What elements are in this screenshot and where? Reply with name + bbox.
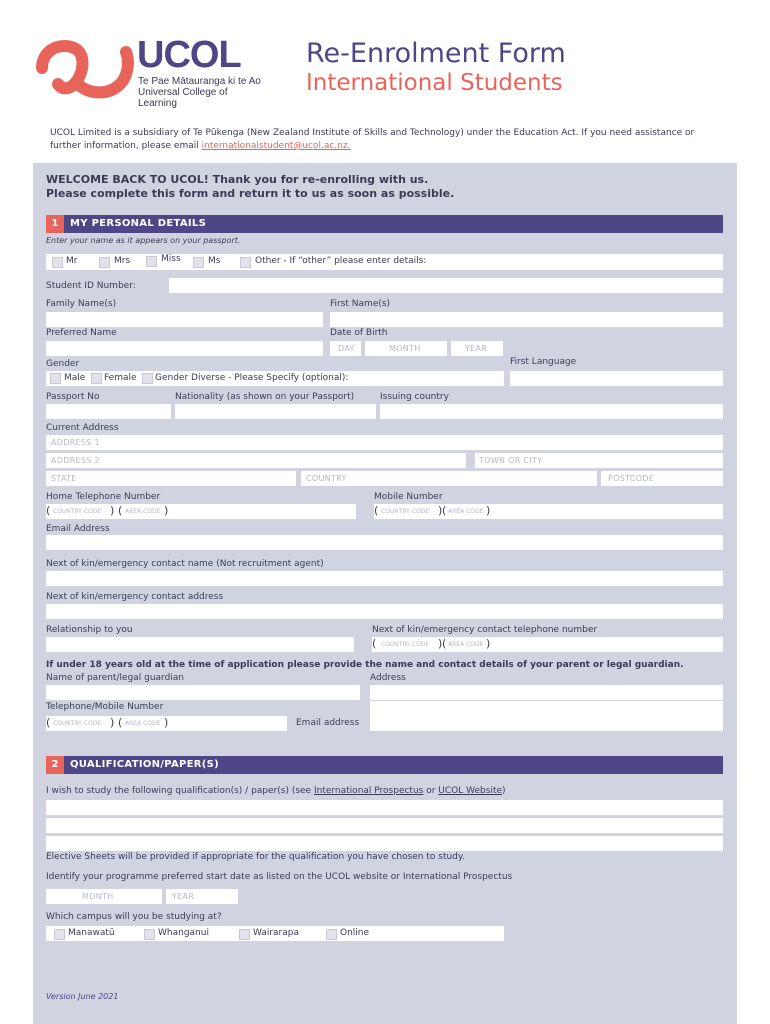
postcode-input[interactable] (601, 471, 723, 486)
checkbox-ms[interactable] (193, 257, 204, 268)
passport-input[interactable] (46, 404, 171, 419)
state-input[interactable] (46, 471, 296, 486)
dob-day-input[interactable] (330, 341, 361, 356)
current-address-label: Current Address (46, 423, 119, 433)
name-hint: Enter your name as it appears on your passport. (46, 236, 241, 245)
welcome-line-1: WELCOME BACK TO UCOL! Thank you for re-enrolling with us. (46, 173, 429, 186)
study-or: or (423, 786, 439, 796)
nok-name-label: Next of kin/emergency contact name (Not recruitment agent) (46, 559, 324, 569)
qualification-input-1[interactable] (46, 800, 723, 815)
start-year-input[interactable] (166, 889, 238, 904)
address1-placeholder: ADDRESS 1 (51, 438, 100, 447)
guardian-address-label: Address (370, 673, 406, 683)
guardian-country-code: COUNTRY CODE (53, 720, 102, 727)
guardian-address-input-1[interactable] (370, 685, 723, 700)
title-miss-label: Miss (161, 254, 181, 264)
start-month-input[interactable] (46, 889, 162, 904)
address1-input[interactable] (46, 435, 723, 450)
gender-label: Gender (46, 359, 80, 369)
section-2-number: 2 (46, 756, 64, 774)
start-month-placeholder: MONTH (82, 892, 114, 901)
ucol-wave-icon (36, 38, 136, 100)
contact-email-link[interactable]: internationalstudent@ucol.ac.nz. (201, 141, 351, 151)
first-name-label: First Name(s) (330, 299, 391, 309)
checkbox-mrs[interactable] (99, 257, 110, 268)
study-intro (46, 786, 506, 796)
mobile-country-code: COUNTRY CODE (381, 508, 430, 515)
campus-whanganui-label: Whanganui (158, 928, 209, 938)
ucol-website-link[interactable]: UCOL Website (438, 786, 503, 796)
campus-wairarapa-label: Wairarapa (253, 928, 299, 938)
nok-phone-input[interactable]: ( COUNTRY CODE ) ( AREA CODE ) (372, 637, 723, 652)
home-phone-label: Home Telephone Number (46, 492, 161, 502)
state-placeholder: STATE (51, 474, 77, 483)
nok-country-code: COUNTRY CODE (381, 641, 430, 648)
student-id-label: Student ID Number: (46, 281, 136, 291)
campus-online-label: Online (340, 928, 370, 938)
welcome-line-2: Please complete this form and return it to us as soon as possible. (46, 187, 455, 200)
address2-input[interactable] (46, 453, 466, 468)
checkbox-wairarapa[interactable] (239, 929, 250, 940)
country-input[interactable] (301, 471, 597, 486)
nok-phone-label: Next of kin/emergency contact telephone number (372, 625, 598, 635)
preferred-name-label: Preferred Name (46, 328, 117, 338)
nationality-input[interactable] (175, 404, 376, 419)
nationality-label: Nationality (as shown on your Passport) (175, 392, 355, 402)
first-name-input[interactable] (330, 312, 723, 327)
title-mr-label: Mr (66, 256, 78, 266)
form-subtitle: International Students (306, 70, 563, 96)
title-other-label: Other - If “other” please enter details: (255, 256, 427, 266)
checkbox-manawatu[interactable] (54, 929, 65, 940)
gender-male-label: Male (64, 373, 86, 383)
dob-month-placeholder: MONTH (389, 344, 421, 353)
nok-address-input[interactable] (46, 604, 723, 619)
gender-diverse-label: Gender Diverse - Please Specify (optional): (155, 373, 349, 383)
guardian-area-code: AREA CODE (125, 720, 161, 727)
checkbox-male[interactable] (50, 373, 61, 384)
family-name-label: Family Name(s) (46, 299, 117, 309)
logo-tagline-2: Universal College of Learning (138, 87, 228, 109)
issuing-country-input[interactable] (380, 404, 723, 419)
guardian-email-input[interactable] (370, 716, 723, 731)
elective-note: Elective Sheets will be provided if appropriate for the qualification you have chosen to study. (46, 852, 465, 862)
dob-year-placeholder: YEAR (465, 344, 488, 353)
preferred-name-input[interactable] (46, 341, 323, 356)
issuing-country-label: Issuing country (380, 392, 449, 402)
study-prefix: I wish to study the following qualification(s) / paper(s) (see (46, 786, 314, 796)
title-mrs-label: Mrs (114, 256, 131, 266)
postcode-placeholder: POSTCODE (608, 474, 655, 483)
qualification-input-3[interactable] (46, 836, 723, 851)
email-input[interactable] (46, 535, 723, 550)
nok-address-label: Next of kin/emergency contact address (46, 592, 224, 602)
first-language-input[interactable] (510, 371, 723, 386)
checkbox-whanganui[interactable] (144, 929, 155, 940)
campus-question: Which campus will you be studying at? (46, 912, 222, 922)
relationship-input[interactable] (46, 637, 354, 652)
checkbox-miss[interactable] (146, 256, 157, 267)
mobile-input[interactable]: ( COUNTRY CODE ) ( AREA CODE ) (374, 504, 723, 519)
start-year-placeholder: YEAR (172, 892, 195, 901)
version-text: Version June 2021 (46, 992, 119, 1001)
address2-placeholder: ADDRESS 2 (51, 456, 100, 465)
campus-manawatu-label: Manawatū (68, 928, 115, 938)
intro-line-2: further information, please email (50, 141, 202, 151)
family-name-input[interactable] (46, 312, 323, 327)
section-1-header (46, 215, 723, 233)
intro-line-1: UCOL Limited is a subsidiary of Te Pūkenga (New Zealand Institute of Skills and Technology) under the Education Act. If you need assistance or (50, 128, 695, 138)
section-1-title: MY PERSONAL DETAILS (70, 218, 207, 229)
guardian-email-label: Email address (296, 718, 360, 728)
guardian-name-input[interactable] (46, 685, 360, 700)
study-suffix: ) (502, 786, 506, 796)
mobile-area-code: AREA CODE (448, 508, 484, 515)
guardian-address-input-2[interactable] (370, 701, 723, 716)
student-id-input[interactable] (169, 278, 723, 293)
checkbox-female[interactable] (91, 373, 102, 384)
town-placeholder: TOWN OR CITY (479, 456, 543, 465)
checkbox-online[interactable] (326, 929, 337, 940)
nok-name-input[interactable] (46, 571, 723, 586)
first-language-label: First Language (510, 357, 577, 367)
logo-name: UCOL (137, 34, 241, 76)
home-country-code: COUNTRY CODE (53, 508, 102, 515)
dob-day-placeholder: DAY (338, 344, 355, 353)
qualification-input-2[interactable] (46, 818, 723, 833)
home-area-code: AREA CODE (125, 508, 161, 515)
checkbox-mr[interactable] (52, 257, 63, 268)
title-ms-label: Ms (208, 256, 221, 266)
ucol-logo (36, 34, 268, 109)
relationship-label: Relationship to you (46, 625, 133, 635)
email-label: Email Address (46, 524, 110, 534)
checkbox-other[interactable] (240, 257, 251, 268)
dob-month-input[interactable] (365, 341, 447, 356)
guardian-name-label: Name of parent/legal guardian (46, 673, 185, 683)
dob-label: Date of Birth (330, 328, 388, 338)
guardian-phone-label: Telephone/Mobile Number (46, 702, 164, 712)
home-phone-input[interactable]: ( COUNTRY CODE ) ( AREA CODE ) (46, 504, 356, 519)
form-title: Re-Enrolment Form (306, 38, 566, 69)
guardian-phone-input[interactable]: ( COUNTRY CODE ) ( AREA CODE ) (46, 716, 287, 731)
start-date-label: Identify your programme preferred start date as listed on the UCOL website or International Prospectus (46, 872, 513, 882)
section-2-header (46, 756, 723, 774)
international-prospectus-link[interactable]: International Prospectus (313, 786, 424, 796)
logo-tagline-1: Te Pae Mātauranga ki te Ao (138, 76, 261, 87)
nok-area-code: AREA CODE (448, 641, 484, 648)
checkbox-gender-diverse[interactable] (142, 373, 153, 384)
town-input[interactable] (475, 453, 723, 468)
section-2-title: QUALIFICATION/PAPER(S) (70, 759, 220, 770)
section-1-number: 1 (46, 215, 64, 233)
intro-text (50, 127, 730, 153)
gender-female-label: Female (104, 373, 137, 383)
mobile-label: Mobile Number (374, 492, 443, 502)
country-placeholder: COUNTRY (306, 474, 347, 483)
passport-label: Passport No (46, 392, 100, 402)
under-18-note: If under 18 years old at the time of application please provide the name and contact details of your parent or legal guardian. (46, 660, 684, 670)
dob-year-input[interactable] (451, 341, 503, 356)
